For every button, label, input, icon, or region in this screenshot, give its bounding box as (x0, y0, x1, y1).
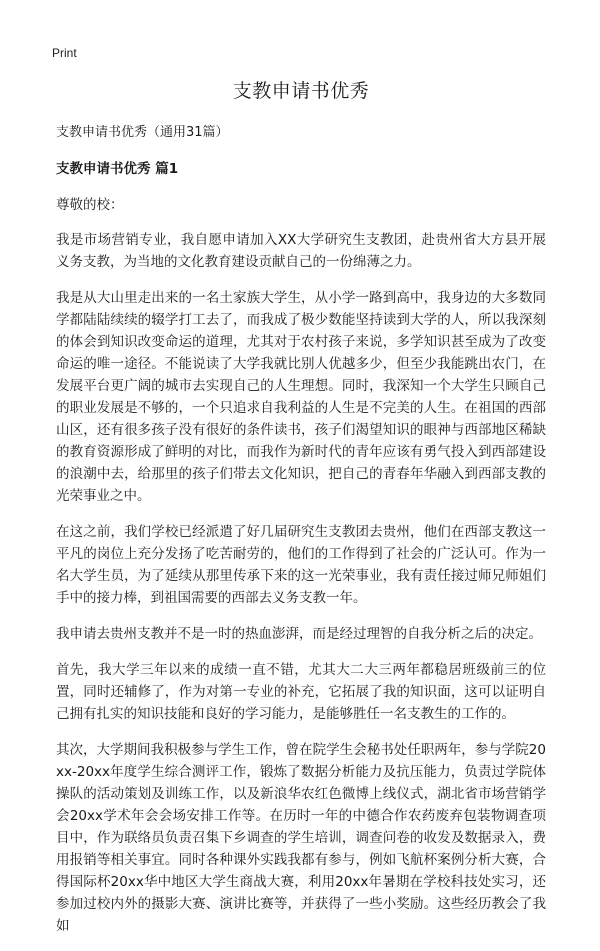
salutation: 尊敬的校： (56, 197, 124, 213)
paragraph-6: 其次，大学期间我积极参与学生工作，曾在院学生会秘书处任职两年，参与学院20xx-20xx年度学生综合测评工作，锻炼了数据分析能力及抗压能力，负责过学院体操队的活动策划及训练工作，以及新浪华农红色微博上线仪式，湖北省市场营销学会20xx学术年会会场安排工作等。在历时一年的中德合作农药废弃包装物调查项目中，作为联络员负责召集下乡调查的学生培训，调查问卷的收发及数据录入，费用报销等相关事宜。同时各种课外实践我都有参与，例如飞航杯案例分析大赛，合得国际杯20xx华中地区大学生商战大赛，利用20xx年暑期在学校科技处实习，还参加过校内外的摄影大赛、演讲比赛等，并获得了一些小奖励。这些经历教会了我如 (56, 742, 546, 934)
document-page (56, 76, 546, 951)
document-subtitle: 支教申请书优秀（通用31篇） (56, 125, 229, 140)
paragraph-3: 在这之前，我们学校已经派遣了好几届研究生支教团去贵州，他们在西部支教这一平凡的岗位上充分发扬了吃苦耐劳的，他们的工作得到了社会的广泛认可。作为一名大学生员，为了延续从那里传承下来的这一光荣事业，我有责任接过师兄师姐们手中的接力棒，到祖国需要的西部去义务支教一年。 (56, 524, 546, 606)
paragraph-4: 我申请去贵州支教并不是一时的热血澎湃，而是经过理智的自我分析之后的决定。 (56, 626, 542, 642)
print-link[interactable]: Print (52, 46, 77, 60)
section-heading: 支教申请书优秀 篇1 (56, 161, 179, 177)
paragraph-5: 首先，我大学三年以来的成绩一直不错，尤其大二大三两年都稳居班级前三的位置，同时还辅修了，作为对第一专业的补充，它拓展了我的知识面，这可以证明自己拥有扎实的知识技能和良好的学习能力，是能够胜任一名支教生的工作的。 (56, 662, 546, 722)
paragraph-1: 我是市场营销专业，我自愿申请加入XX大学研究生支教团，赴贵州省大方县开展义务支教，为当地的文化教育建设贡献自己的一份绵薄之力。 (56, 232, 546, 270)
page-title: 支教申请书优秀 (232, 80, 370, 102)
paragraph-2: 我是从大山里走出来的一名土家族大学生，从小学一路到高中，我身边的大多数同学都陆陆续续的辍学打工去了，而我成了极少数能坚持读到大学的人，所以我深刻的体会到知识改变命运的道理，尤其对于农村孩子来说，多学知识甚至成为了改变命运的唯一途径。不能说读了大学我就比别人优越多少，但至少我能跳出农门，在发展平台更广阔的城市去实现自己的人生理想。同时，我深知一个大学生只顾自己的职业发展是不够的，一个只追求自我利益的人生是不完美的人生。在祖国的西部山区，还有很多孩子没有很好的条件读书，孩子们渴望知识的眼神与西部地区稀缺的教育资源形成了鲜明的对比，而我作为新时代的青年应该有勇气投入到西部建设的浪潮中去，给那里的孩子们带去文化知识，把自己的青春年华融入到西部支教的光荣事业之中。 (56, 290, 546, 504)
